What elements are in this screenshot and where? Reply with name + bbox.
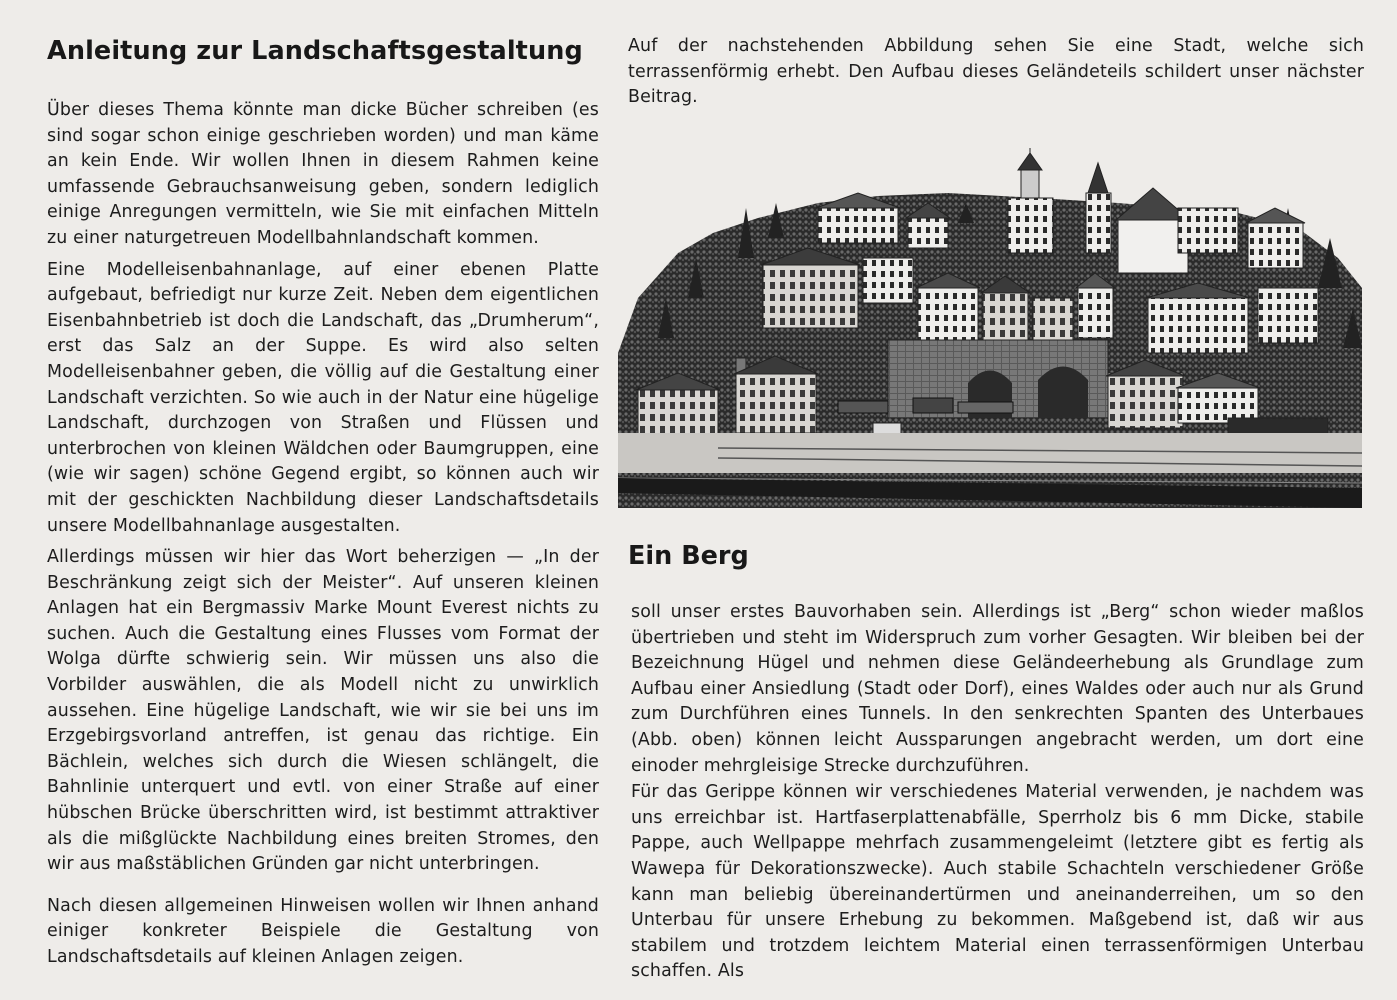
paragraph: Über dieses Thema könnte man dicke Bücher schreiben (es sind sogar schon einige geschrieben worden) und man käme an kein Ende. Wir wollen Ihnen in diesem Rahmen keine umfassende Gebrauchsanweisung geben, sondern lediglich einige Anregungen vermitteln, wie Sie mit einfachen Mitteln zu einer naturgetreuen Modellbahnlandschaft kommen. — [47, 100, 599, 248]
intro-paragraph: Auf der nachstehenden Abbildung sehen Sie eine Stadt, welche sich terrassenförmig erhebt. Den Aufbau dieses Geländeteils schildert unser nächster Beitrag. — [628, 36, 1364, 108]
paragraph: Eine Modelleisenbahnanlage, auf einer ebenen Platte aufgebaut, befriedigt nur kurze Zeit. Neben dem eigentlichen Eisenbahnbetrieb ist doch die Landschaft, das „Drumherum“, erst das Salz an der Suppe. Es wird also selten Modelleisenbahner geben, die völlig auf die Gestaltung einer Landschaft verzichten. So wie auch in der Natur eine hügelige Landschaft, durchzogen von Straßen und Flüssen und unterbrochen von kleinen Wäldchen oder Baumgruppen, eine (wie wir sagen) schöne Gegend ergibt, so können auch wir mit der geschickten Nachbildung dieser Landschaftsdetails unsere Modellbahnanlage ausgestalten. — [47, 259, 599, 536]
article-title: Anleitung zur Landschaftsgestaltung — [47, 36, 583, 66]
model-railway-town-photo — [618, 148, 1362, 508]
paragraph: Allerdings müssen wir hier das Wort beherzigen — „In der Beschränkung zeigt sich der Meister“. Auf unseren kleinen Anlagen hat ein Bergmassiv Marke Mount Everest nichts zu suchen. Auch die Gestaltung eines Flusses vom Format der Wolga dürfte schwierig sein. Wir müssen uns also die Vorbilder auswählen, die als Modell nicht zu unwirklich aussehen. Eine hügelige Landschaft, wie wir sie bei uns im Erzgebirgsvorland antreffen, ist genau das richtige. Ein Bächlein, welches sich durch die Wiesen schlängelt, die Bahnlinie unterquert und evtl. von einer Straße auf einer hübschen Brücke überschritten wird, ist bestimmt attraktiver als die mißglückte Nachbildung eines breiten Stromes, den wir aus maßstäblichen Gründen gar nicht unterbringen. — [47, 547, 599, 875]
paragraph: Nach diesen allgemeinen Hinweisen wollen wir Ihnen anhand einiger konkreter Beispiele die Gestaltung von Landschaftsdetails auf kleinen Anlagen zeigen. — [47, 895, 599, 967]
section-heading: Ein Berg — [628, 541, 749, 571]
paragraph: soll unser erstes Bauvorhaben sein. Allerdings ist „Berg“ schon wieder maßlos übertrieben und steht im Widerspruch zum vorher Gesagten. Wir bleiben bei der Bezeichnung Hügel und nehmen diese Geländeerhebung als Grundlage zum Aufbau einer Ansiedlung (Stadt oder Dorf), eines Waldes oder auch nur als Grund zum Durchführen eines Tunnels. In den senkrechten Spanten des Unterbaues (Abb. oben) können leicht Aussparungen angebracht werden, um dort eine einoder mehrgleisige Strecke durchzuführen. — [631, 602, 1364, 776]
right-column-intro — [628, 34, 1364, 117]
paragraph: Für das Gerippe können wir verschiedenes Material verwenden, je nachdem was uns erreichbar ist. Hartfaserplattenabfälle, Sperrholz bis 6 mm Dicke, stabile Pappe, auch Wellpappe mehrfach zusammengeleimt (letztere gibt es fertig als Wawepa für Dekorationszwecke). Auch stabile Schachteln verschiedener Größe kann man beliebig übereinandertürmen und aneinanderreihen, um so den Unterbau für unsere Erhebung zu bekommen. Maßgebend ist, daß wir aus stabilem und trotzdem leichtem Material einen terrassenförmigen Unterbau schaffen. Als — [631, 782, 1364, 982]
right-column-body — [631, 600, 1364, 986]
left-column — [47, 34, 599, 977]
